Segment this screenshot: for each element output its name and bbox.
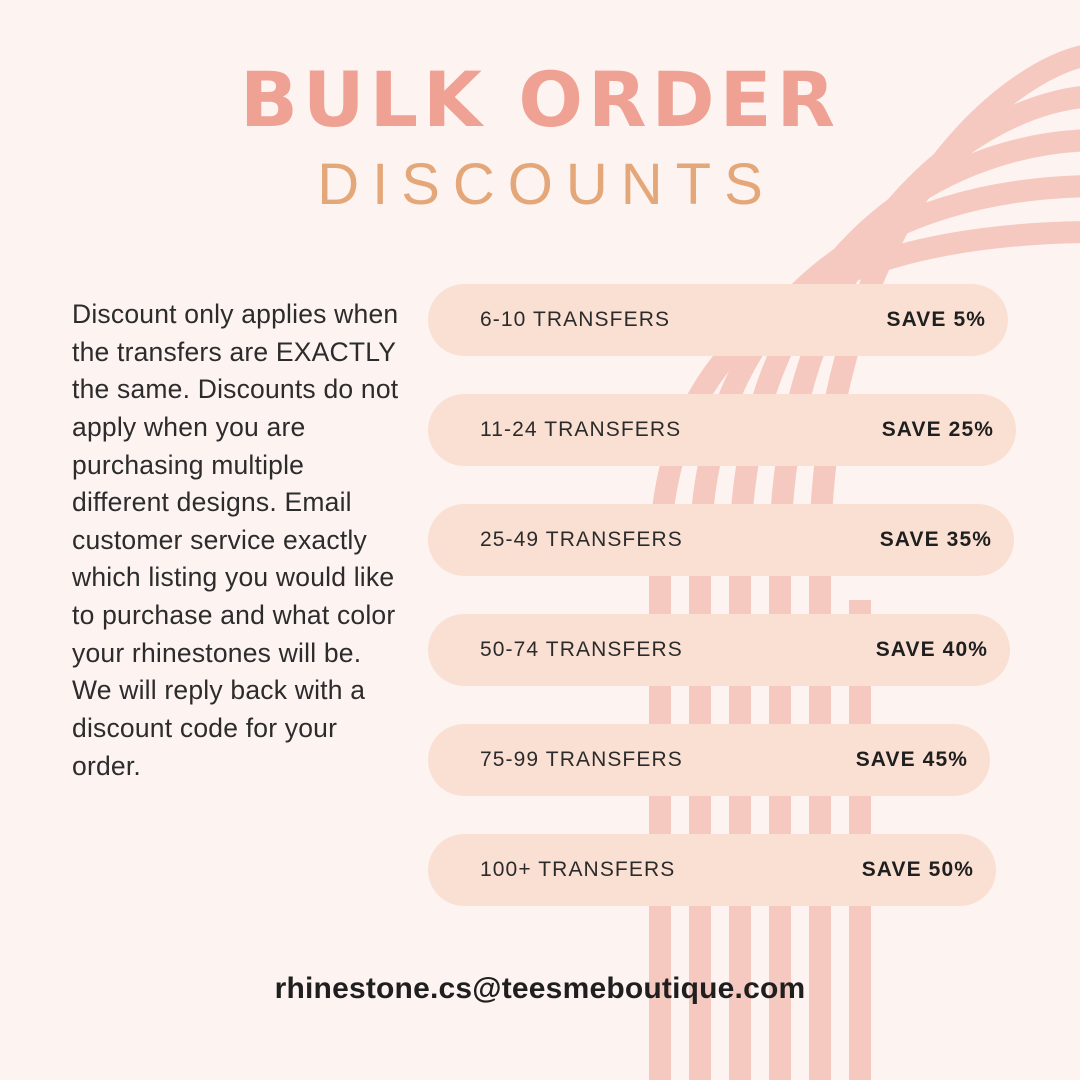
tier-save: SAVE 45% — [855, 748, 968, 771]
page-title — [0, 55, 1080, 217]
tier-save: SAVE 40% — [875, 638, 988, 661]
tier-label: 25-49 TRANSFERS — [480, 528, 683, 551]
contact-email: rhinestone.cs@teesmeboutique.com — [274, 972, 806, 1005]
tier-save: SAVE 35% — [879, 528, 992, 551]
description-text: Discount only applies when the transfers are EXACTLY the same. Discounts do not apply when you are purchasing multiple different designs. Email customer service exactly which listing you would like to purchase and what color your rhinestones will be. We will reply back with a discount code for your order. — [72, 299, 399, 781]
tier-label: 75-99 TRANSFERS — [480, 748, 683, 771]
tier-label: 6-10 TRANSFERS — [480, 308, 671, 331]
tier-row — [428, 834, 996, 906]
tier-row — [428, 284, 1008, 356]
tier-row — [428, 394, 1016, 466]
tier-label: 11-24 TRANSFERS — [480, 418, 682, 441]
tier-label: 50-74 TRANSFERS — [480, 638, 683, 661]
tier-save: SAVE 5% — [886, 308, 986, 331]
tier-label: 100+ TRANSFERS — [480, 858, 676, 881]
tier-save: SAVE 25% — [881, 418, 994, 441]
tier-row — [428, 614, 1010, 686]
title-sub: DISCOUNTS — [317, 152, 776, 217]
tier-save: SAVE 50% — [861, 858, 974, 881]
tier-row — [428, 504, 1014, 576]
discount-tier-list — [428, 284, 1018, 944]
tier-row — [428, 724, 990, 796]
title-main: BULK ORDER — [239, 55, 841, 144]
